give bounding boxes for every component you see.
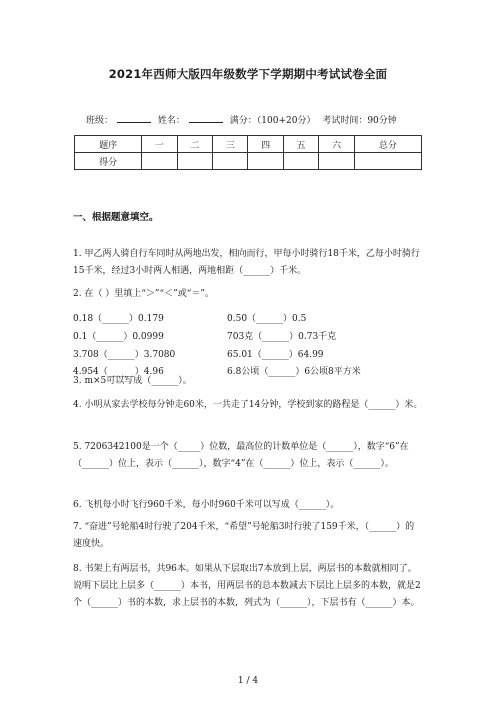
compare-item: 703克（______）0.73千克 [227,332,337,342]
header-cell: 一 [142,136,177,153]
score-table-score-row [75,153,422,170]
question-4: 4. 小明从家去学校每分钟走60米，一共走了14分钟，学校到家的路程是（______）米。 [73,400,423,410]
score-cell[interactable] [142,153,177,170]
header-cell: 五 [283,136,318,153]
score-cell[interactable] [354,153,421,170]
score-cell[interactable] [283,153,318,170]
question-8: 8. 书架上有两层书，共96本。如果从下层取出7本放到上层，两层书的本数就相同了。说明下层比上层多（______）本书，用两层书的总本数减去下层比上层多的本数，就是2个（______）书的本数，求上层书的本数，列式为（______），下层书有（______）本。 [73,564,421,608]
class-label: 班级： [86,116,114,126]
question-2: 2. 在（ ）里填上“＞”“＜”或“＝”。 [73,289,214,299]
header-cell: 四 [248,136,283,153]
score-table [74,135,422,170]
full-score: 满分：（100+20分） [229,116,316,126]
question-6: 6. 飞机每小时飞行960千米，每小时960千米可以写成（______）。 [73,500,340,510]
question-7: 7. “奋进”号轮船4时行驶了204千米，“希望”号轮船3时行驶了159千米，（______）的速度快。 [73,522,415,549]
compare-item: 6.8公顷（______）6公顷8平方米 [227,367,361,377]
score-table-header-row [75,136,422,153]
score-cell[interactable] [248,153,283,170]
name-label: 姓名： [157,116,185,126]
exam-time: 考试时间：90分钟 [322,116,397,126]
question-1: 1. 甲乙两人骑自行车同时从两地出发，相向而行，甲每小时骑行18千米，乙每小时骑行15千米，经过3小时两人相遇，两地相距（______）千米。 [73,249,420,276]
compare-item: 0.18（______）0.179 [73,314,164,324]
exam-info-line [86,113,426,126]
section-heading: 一、根据题意填空。 [73,212,159,223]
header-cell: 二 [177,136,212,153]
question-5: 5. 7206342100是一个（_____）位数，最高位的计数单位是（______），数字“6”在（______）位上，表示（______），数字“4”在（______）位上，表示（______）。 [73,442,409,469]
exam-title: 2021年西师大版四年级数学下学期期中考试试卷全面 [108,67,388,81]
score-row-label: 得分 [75,153,142,170]
name-blank[interactable] [189,114,223,123]
compare-item: 65.01（______）64.99 [227,350,324,360]
compare-item: 0.1（______）0.0999 [73,332,164,342]
compare-item: 4.954（______）4.96 [73,367,164,377]
header-cell: 三 [213,136,248,153]
score-cell[interactable] [177,153,212,170]
page-number: 1 / 4 [237,676,259,686]
header-cell: 六 [319,136,354,153]
score-cell[interactable] [213,153,248,170]
compare-item: 0.50（______）0.5 [227,314,307,324]
score-cell[interactable] [319,153,354,170]
compare-item: 3.708（______）3.7080 [73,350,176,360]
class-blank[interactable] [117,114,151,123]
header-cell: 总分 [354,136,421,153]
header-cell: 题序 [75,136,142,153]
question-3: 3. m×5可以写成（______）。 [73,376,192,386]
